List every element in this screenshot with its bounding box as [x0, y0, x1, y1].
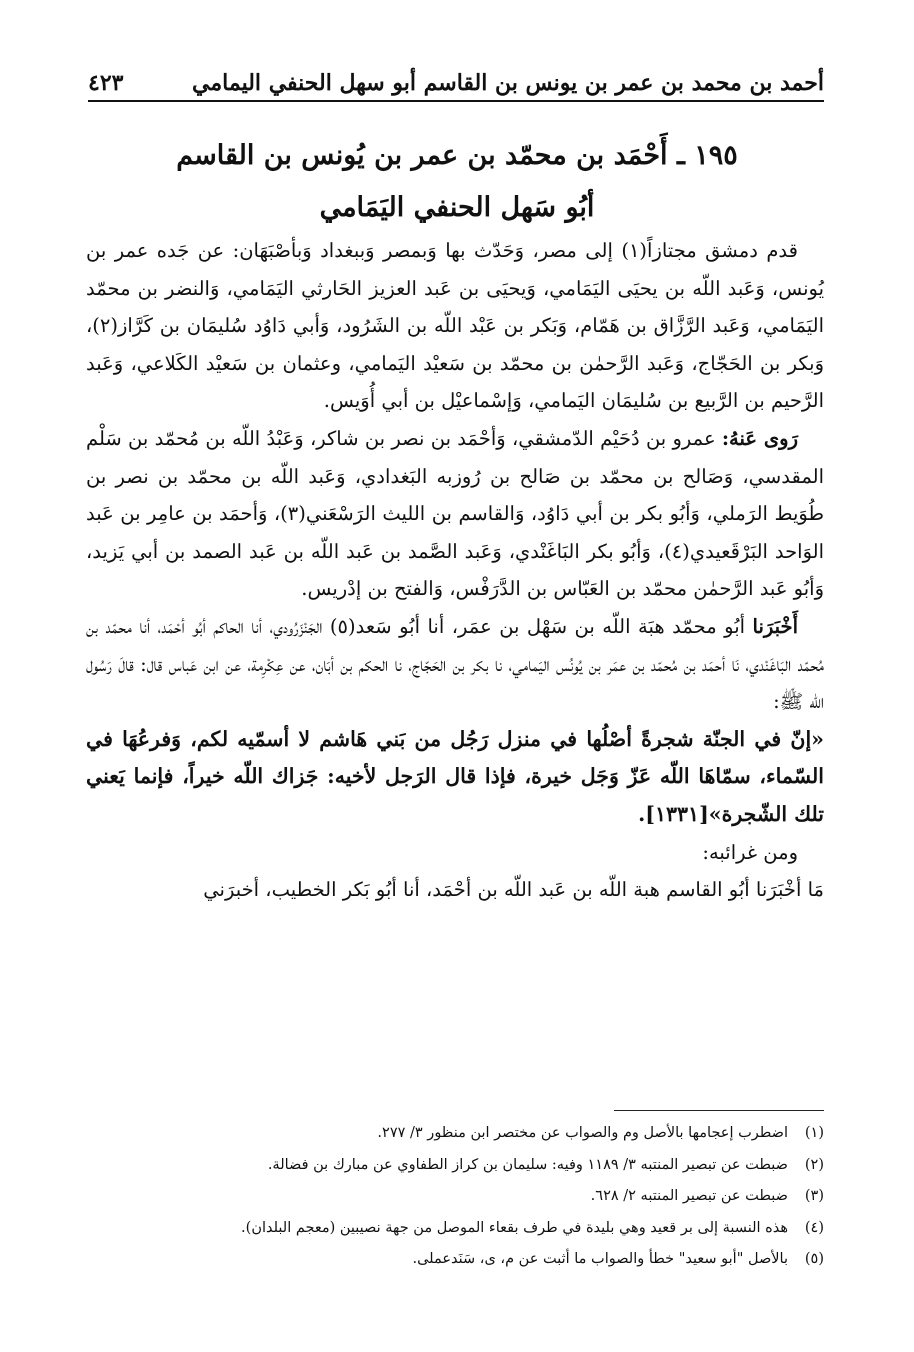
- running-title: أحمد بن محمد بن عمر بن يونس بن القاسم أبو سهل الحنفي اليمامي: [192, 70, 824, 96]
- footnote-text: اضطرب إعجامها بالأصل وم والصواب عن مختصر ابن منظور ٣/ ٢٧٧.: [377, 1125, 788, 1141]
- footnote: [140, 1244, 824, 1276]
- paragraph-isnad: [86, 608, 824, 721]
- footnotes: [140, 1118, 824, 1276]
- footnote-text: ضبطت عن تبصير المنتبه ٣/ ١١٨٩ وفيه: سليمان بن كراز الطفاوي عن مبارك بن فضالة.: [267, 1156, 788, 1173]
- footnote-number: (٢): [804, 1156, 824, 1173]
- footnote: [140, 1150, 824, 1182]
- paragraph-teachers: قدم دمشق مجتازاً(١) إلى مصر، وَحَدّث بها وَبمصر وَببغداد وَبأصْبَهَان: عن جَده عمر بن يُونس، وَعَبد اللّه بن يحيَى اليَمَامي، وَيحيَى بن عَبد العزيز الحَارثي اليَمَامي، وَالنضر بن محمّد اليَمَامي، وَعَبد الرَّزَّاق بن هَمّام، وَبَكر بن عَبْد اللّه بن الشَرُود، وَأبي دَاوُد سُليمَان بن كَرَّاز(٢)، وَبكر بن الحَجّاج، وَعَبد الرَّحمٰن بن محمّد بن سَعيْد اليَمامي، وعثمان بن سَعيْد الكَلاعي، وَعَبد الرَّحيم بن الرَّبيع بن سُليمَان اليَمامي، وَإسْماعيْل بن أبي أُوَيس.: [86, 239, 824, 413]
- footnote-text: بالأصل "أبو سعيد" خطأ والصواب ما أثبت عن م، ى، سَنَدعملى.: [412, 1251, 788, 1267]
- paragraph-students: [86, 420, 824, 608]
- paragraph-continuation: مَا أخْبَرَنا أبُو القاسم هبة اللّه بن عَبد اللّه بن أحْمَد، أنا أبُو بَكر الخطيب، أخبرَني: [203, 878, 824, 902]
- footnote-number: (٥): [804, 1251, 824, 1267]
- body-text: [86, 232, 824, 909]
- students-text: عمرو بن دُحَيْم الدّمشقي، وَأحْمَد بن نصر بن شاكر، وَعَبْدُ اللّه بن مُحمّد بن سَلْم المقدسي، وَصَالح بن محمّد بن صَالح بن رُوزبه البَغدادي، وَعَبد اللّه بن محمّد بن نصر بن طُوَيط الرَملي، وَأبُو بكر بن أبي دَاوُد، وَالقاسم بن الليث الرَسْعَني(٣)، وَأحمَد بن عامِر بن عَبد الوَاحد البَرْقَعيدي(٤)، وَأبُو بكر البَاغَنْدي، وَعَبد الصَّمد بن عَبد اللّه بن عَبد الصمد بن أبي يَزيد، وَأبُو عَبد الرَّحمٰن محمّد بن العَبّاس بن الدَّرَفْس، وَالفتح بن إدْريس.: [86, 426, 825, 601]
- footnote: [140, 1213, 824, 1245]
- footnote: [140, 1181, 824, 1213]
- footnote-divider: [614, 1110, 824, 1111]
- page-number: ٤٢٣: [88, 70, 124, 96]
- footnote-text: ضبطت عن تبصير المنتبه ٢/ ٦٢٨.: [590, 1188, 788, 1204]
- entry-title-line-2: أبُو سَهل الحنفي اليَمَامي: [319, 192, 595, 223]
- entry-title: [100, 130, 814, 234]
- footnote-number: (٤): [804, 1219, 824, 1236]
- entry-title-line-1: ١٩٥ ـ أَحْمَد بن محمّد بن عمر بن يُونس بن القاسم: [176, 140, 738, 171]
- footnote: [140, 1118, 824, 1150]
- narrated-from-label: رَوى عَنهُ:: [721, 426, 798, 450]
- footnote-number: (٣): [804, 1188, 824, 1204]
- akhbarana-label: أَخْبَرَنا: [752, 614, 798, 638]
- isnad-text: أبُو محمّد هبَة اللّه بن سَهْل بن عمَر، أنا أبُو سَعد(٥) الجَنْزَرُودي، أنا الحاكم أبُو أحْمَد، أنا محمّد بن مُحمّد البَاغَنْدي، نَا أحمَد بن مُحمّد بن عمَر بن يُونُس اليَمامي، نا بكر بن الحَجّاج، نا الحكم بن أبَان، عن عِكْرِمة، عن ابن عَباس قال: قالَ رَسُول اللّه ﷺ:: [86, 614, 824, 714]
- page-header: [88, 66, 824, 102]
- footnote-number: (١): [804, 1125, 824, 1141]
- paragraph-gharaib: ومن غرائبه:: [702, 840, 798, 864]
- hadith-text: «إنّ في الجنّة شجرةً أصْلُها في منزل رَجُل من بَني هَاشم لا أسمّيه لكم، وَفرعُهَا في السّماء، سمّاهَا اللّه عَزّ وَجَل خيرة، فإذا قال الرَجل لأخيه: جَزاك اللّه خيراً، فإنما يَعني تلك الشّجرة»[١٣٣١].: [86, 726, 824, 826]
- footnote-text: هذه النسبة إلى بر قعيد وهي بليدة في طرف بقعاء الموصل من جهة نصيبين (معجم البلدان).: [241, 1219, 788, 1236]
